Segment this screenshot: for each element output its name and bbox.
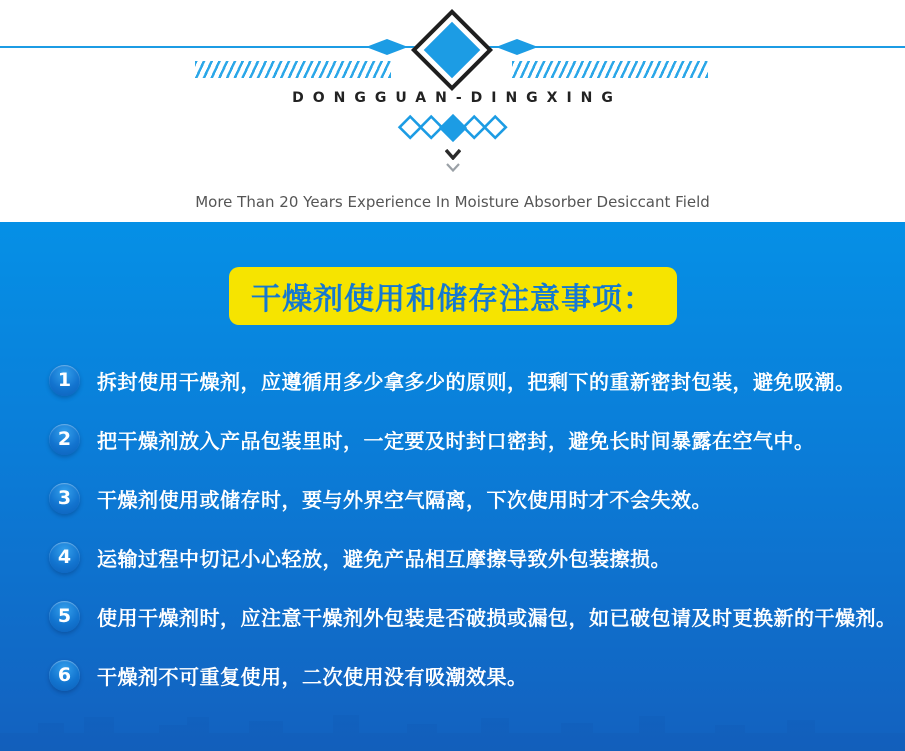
small-diamond-left-icon [366,39,408,55]
number-badge: 1 [49,365,80,396]
notice-list [0,360,905,695]
list-item [49,478,905,518]
notice-panel [0,222,905,751]
list-item [49,419,905,459]
list-item [49,537,905,577]
list-item-text: 拆封使用干燥剂，应遵循用多少拿多少的原则，把剩下的重新密封包装，避免吸潮。 [97,369,856,394]
hatch-stripes-left-icon [195,61,391,78]
chevron-down-icons [0,149,905,175]
skyline-silhouette [0,699,905,751]
number-badge: 3 [49,483,80,514]
brand-diamond-icon [411,9,493,91]
experience-tagline: More Than 20 Years Experience In Moisture Absorber Desiccant Field [195,193,710,211]
number-badge: 5 [49,601,80,632]
list-item-text: 使用干燥剂时，应注意干燥剂外包装是否破损或漏包，如已破包请及时更换新的干燥剂。 [97,605,897,630]
notice-title: 干燥剂使用和储存注意事项： [251,282,654,317]
list-item-text: 干燥剂不可重复使用，二次使用没有吸潮效果。 [97,664,528,689]
list-item-text: 把干燥剂放入产品包装里时，一定要及时封口密封，避免长时间暴露在空气中。 [97,428,815,453]
list-item-text: 干燥剂使用或储存时，要与外界空气隔离，下次使用时才不会失效。 [97,487,712,512]
small-diamond-right-icon [496,39,538,55]
chevron-down-dark-icon [445,149,461,160]
list-item [49,655,905,695]
hatch-stripes-right-icon [512,61,708,78]
number-badge: 6 [49,660,80,691]
list-item [49,360,905,400]
number-badge: 2 [49,424,80,455]
notice-title-box [229,267,677,325]
diamond-chain-icon [397,112,509,152]
decorative-header [0,0,905,222]
brand-name: DONGGUAN-DINGXING [292,90,622,106]
list-item [49,596,905,636]
brand-diamond-fill [424,22,481,79]
number-badge: 4 [49,542,80,573]
list-item-text: 运输过程中切记小心轻放，避免产品相互摩擦导致外包装擦损。 [97,546,671,571]
chevron-down-light-icon [446,163,460,172]
